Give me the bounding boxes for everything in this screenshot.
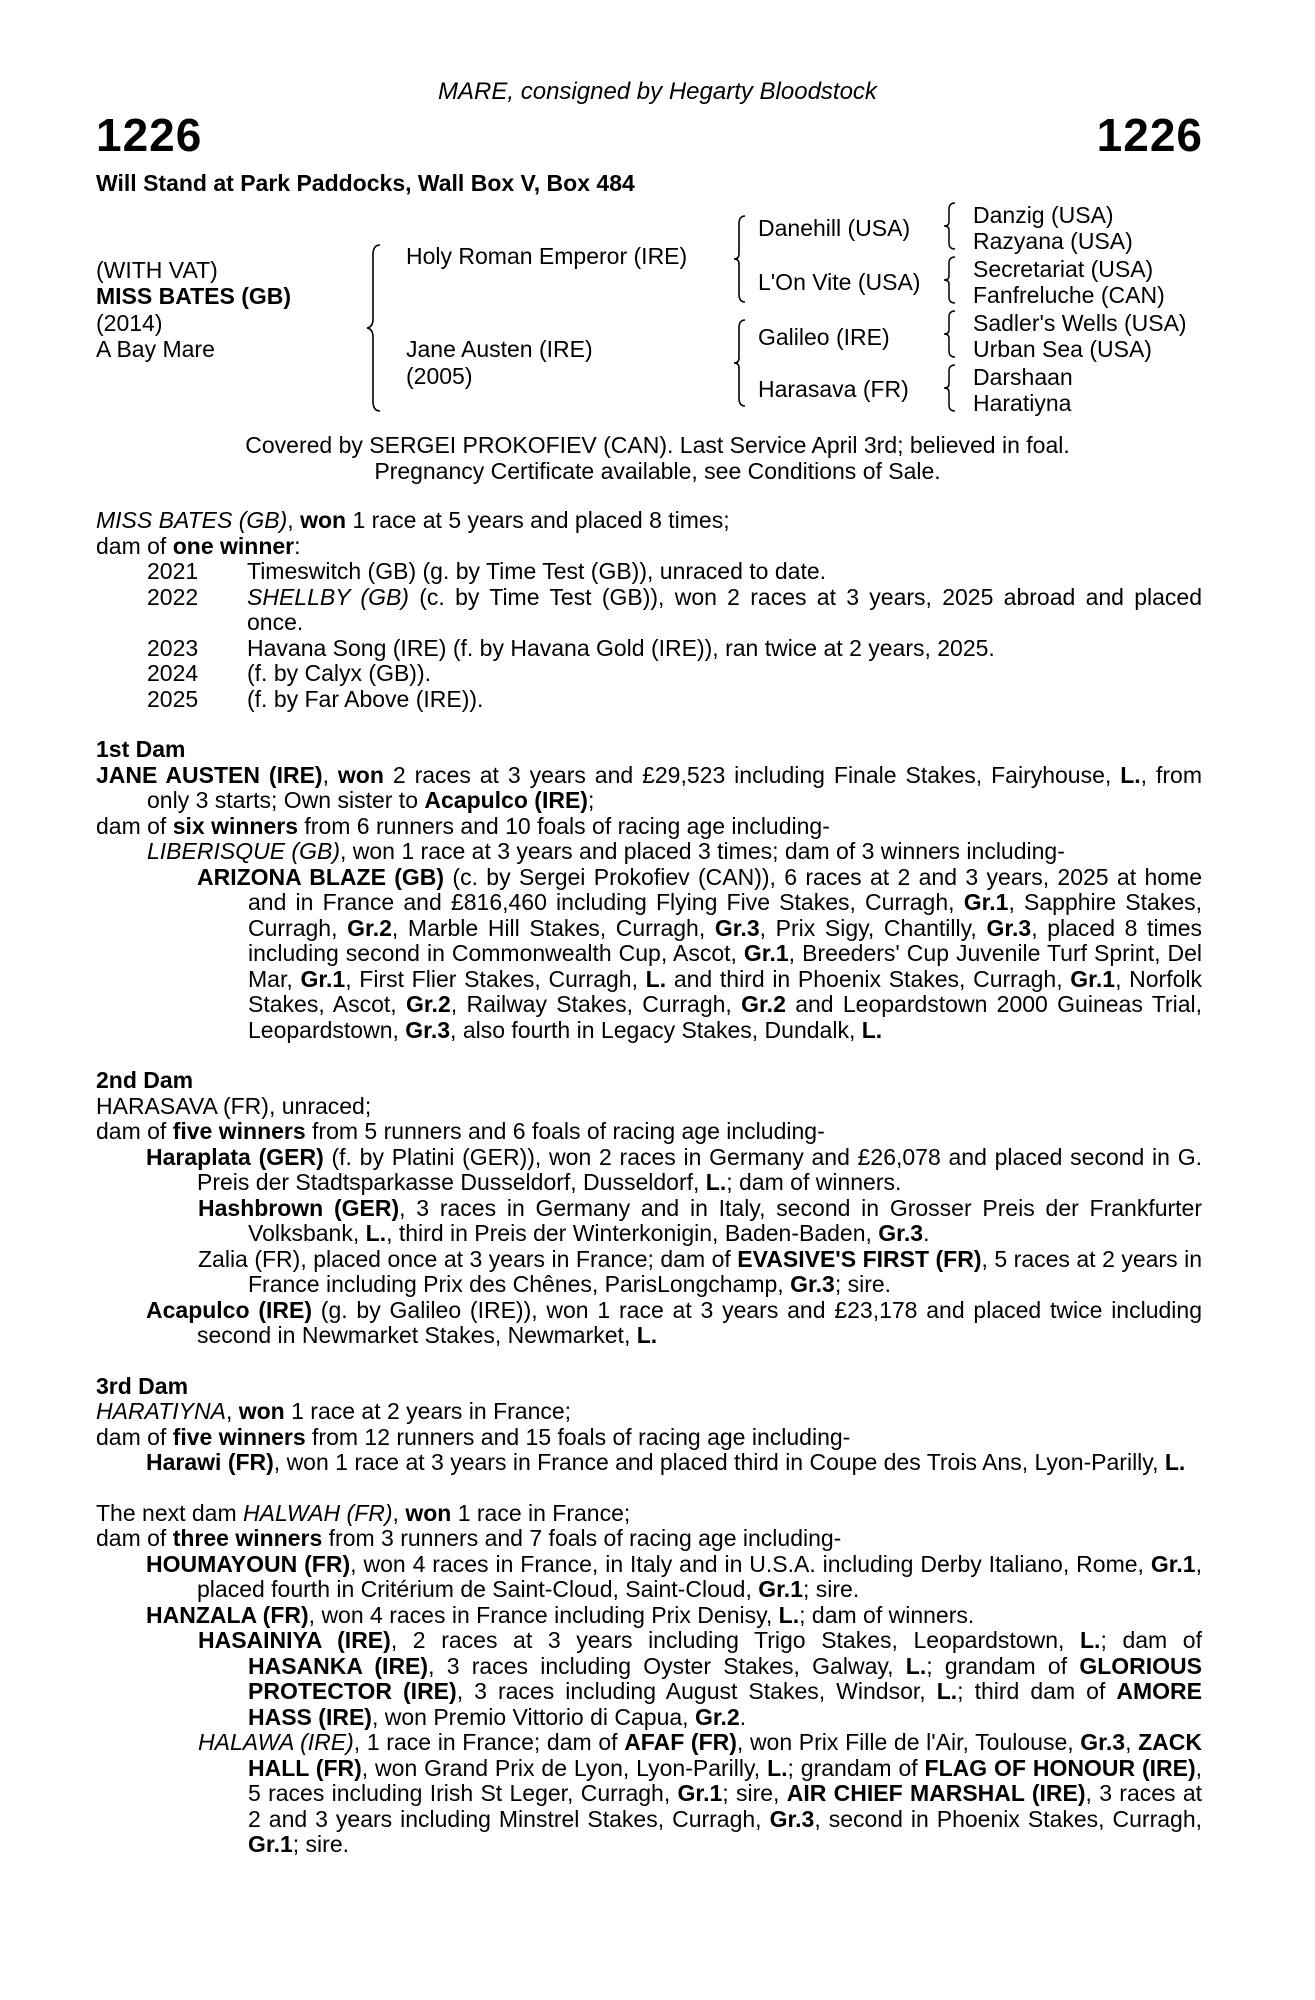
hashbrown-name: Hashbrown (GER) <box>198 1194 400 1221</box>
second-dam-winners-rest: from 5 runners and 6 foals of racing age including- <box>305 1118 825 1144</box>
arizona-text-10: , Railway Stakes, Curragh, <box>450 991 742 1017</box>
zalia-text-2: , 5 races at 2 years in France including Prix des Chênes, ParisLongchamp, <box>248 1245 1202 1297</box>
grade: Gr.3 <box>790 1271 835 1297</box>
hanzala-text-1: , won 4 races in France including Prix Denisy, <box>308 1601 779 1628</box>
pedigree-brace-main <box>366 243 386 413</box>
horse-name: MISS BATES (GB) <box>96 283 292 309</box>
arizona-blaze-entry <box>96 865 1202 1044</box>
grade: Gr.3 <box>1080 1729 1126 1755</box>
zalia-text-3: ; sire. <box>834 1271 892 1297</box>
acapulco-text: (g. by Galileo (IRE)), won 1 race at 3 years and £23,178 and placed twice including second in Newmarket Stakes, Newmarket, <box>197 1296 1202 1348</box>
produce-dam-of <box>96 534 1202 560</box>
grade: Gr.1 <box>677 1780 723 1806</box>
third-dam-produce <box>96 1425 1202 1451</box>
pedigree-brace-g4 <box>943 363 959 413</box>
flag-of-honour-name: FLAG OF HONOUR (IRE) <box>924 1754 1196 1781</box>
hanzala-entry <box>96 1603 1202 1629</box>
listed: L. <box>645 965 667 992</box>
halawa-text-3: , <box>1125 1729 1139 1755</box>
horse-description: A Bay Mare <box>96 336 215 362</box>
lot-number-right: 1226 <box>1096 109 1203 161</box>
harawi-name: Harawi (FR) <box>146 1449 274 1475</box>
harawi-entry <box>96 1450 1202 1476</box>
arizona-text-7: , First Flier Stakes, Curragh, <box>345 965 646 992</box>
harawi-text: , won 1 race at 3 years in France and placed third in Coupe des Trois Ans, Lyon-Parilly, <box>273 1449 1165 1475</box>
arizona-text-3: , Marble Hill Stakes, Curragh, <box>391 914 715 941</box>
grade: Gr.3 <box>714 914 760 941</box>
pedigree-brace-sire <box>733 214 751 304</box>
next-dam-text-2: 1 race in France; <box>451 1499 631 1526</box>
hasainiya-text-3: , 3 races including Oyster Stakes, Galway, <box>428 1652 906 1679</box>
pedigree-g1: Danzig (USA) <box>973 202 1114 228</box>
arizona-text-1: (c. by Sergei Prokofiev (CAN)), 6 races at 2 and 3 years, 2025 at home and in France and £816,460 including Flying Five Stakes, Curragh, <box>248 863 1202 915</box>
hasainiya-text-1: , 2 races at 3 years including Trigo Stakes, Leopardstown, <box>390 1627 1080 1653</box>
produce-horse-name: MISS BATES (GB) <box>96 507 288 533</box>
halawa-name: HALAWA (IRE) <box>198 1729 354 1755</box>
hanzala-text-2: ; dam of winners. <box>799 1601 975 1628</box>
covering-line-1: Covered by SERGEI PROKOFIEV (CAN). Last Service April 3rd; believed in foal. <box>245 432 1070 458</box>
second-dam-winners: five winners <box>172 1118 306 1144</box>
liberisque-text: , won 1 race at 3 years and placed 3 times; dam of 3 winners including- <box>339 838 1065 864</box>
third-dam-winners: five winners <box>172 1423 306 1450</box>
afaf-name: AFAF (FR) <box>624 1729 737 1755</box>
halawa-text-2: , won Prix Fille de l'Air, Toulouse, <box>736 1729 1081 1755</box>
halawa-text-6: , 5 races including Irish St Leger, Curragh, <box>248 1754 1202 1806</box>
foal-year: 2024 <box>147 660 199 686</box>
pedigree-sire: Holy Roman Emperor (IRE) <box>406 243 688 269</box>
foal-details: (f. by Calyx (GB)). <box>247 660 432 686</box>
pedigree-g3: Secretariat (USA) <box>973 256 1154 282</box>
grade: Gr.1 <box>248 1831 293 1857</box>
produce-won: won <box>300 507 347 533</box>
halawa-text-7: ; sire, <box>722 1780 787 1806</box>
grade: Gr.3 <box>986 914 1032 941</box>
stand-location: Will Stand at Park Paddocks, Wall Box V, Box 484 <box>96 170 635 196</box>
hasainiya-text-2: ; dam of <box>1100 1627 1202 1653</box>
first-dam-record-b: , from only 3 starts; Own sister to <box>147 761 1202 813</box>
produce-summary: MISS BATES (GB), won 1 race at 5 years and placed 8 times; <box>96 507 730 533</box>
foal-details: Timeswitch (GB) (g. by Time Test (GB)), unraced to date. <box>247 558 827 584</box>
second-dam-heading: 2nd Dam <box>96 1067 194 1093</box>
next-dam-won: won <box>405 1499 452 1526</box>
pedigree-brace-g3 <box>943 309 959 359</box>
grade: Gr.1 <box>743 940 789 966</box>
produce-race-record: 1 race at 5 years and placed 8 times; <box>352 507 730 533</box>
evasives-first-name: EVASIVE'S FIRST (FR) <box>737 1245 982 1272</box>
houmayoun-text-1: , won 4 races in France, in Italy and in U.S.A. including Derby Italiano, Rome, <box>350 1550 1151 1577</box>
first-dam-winners: six winners <box>172 812 298 839</box>
amore-hass-name: AMORE HASS (IRE) <box>248 1678 1202 1730</box>
glorious-protector-name: GLORIOUS PROTECTOR (IRE) <box>248 1652 1202 1704</box>
grade: Gr.1 <box>963 889 1009 915</box>
grade: Gr.1 <box>758 1576 803 1602</box>
halawa-text-5: ; grandam of <box>787 1754 925 1781</box>
listed: L. <box>767 1754 788 1781</box>
grade: Gr.1 <box>300 965 346 992</box>
foal-text: (c. by Time Test (GB)), won 2 races at 3 years, 2025 abroad and placed once. <box>247 583 1202 635</box>
haraplata-text-2: ; dam of winners. <box>726 1169 902 1195</box>
listed: L. <box>1080 1627 1101 1653</box>
houmayoun-text-2: , placed fourth in Critérium de Saint-Cloud, Saint-Cloud, <box>197 1550 1202 1602</box>
haraplata-name: Haraplata (GER) <box>146 1143 324 1170</box>
arizona-blaze-name: ARIZONA BLAZE (GB) <box>197 863 445 890</box>
third-dam-won: won <box>238 1398 285 1424</box>
next-dam-text-1: The next dam <box>96 1499 244 1526</box>
next-dam-winners-rest: from 3 runners and 7 foals of racing age including- <box>322 1525 842 1551</box>
foal-row <box>96 661 1202 687</box>
acapulco-entry <box>96 1298 1202 1349</box>
pedigree-sire-dam: L'On Vite (USA) <box>758 269 921 295</box>
next-dam-name: HALWAH (FR) <box>243 1499 393 1526</box>
hashbrown-text-3: . <box>923 1220 930 1246</box>
halawa-text-4: , won Grand Prix de Lyon, Lyon-Parilly, <box>361 1754 768 1781</box>
produce-colon: : <box>294 532 301 559</box>
foal-year: 2022 <box>147 583 199 610</box>
pedigree-dam-year: (2005) <box>406 363 473 389</box>
halawa-text-1: , 1 race in France; dam of <box>353 1729 625 1755</box>
third-dam-heading: 3rd Dam <box>96 1372 189 1399</box>
first-dam-summary: JANE AUSTEN (IRE), won 2 races at 3 years and £29,523 including Finale Stakes, Fairyhouse, L., from only 3 starts; Own sister to Acapulco (IRE); <box>96 761 1202 813</box>
hasainiya-text-6: ; third dam of <box>957 1678 1117 1704</box>
first-dam-dam-of: dam of <box>96 812 173 839</box>
hashbrown-text-1: , 3 races in Germany and in Italy, second in Grosser Preis der Frankfurter Volksbank, <box>248 1194 1202 1246</box>
third-dam-dam-of: dam of <box>96 1423 173 1450</box>
next-dam-produce <box>96 1526 1202 1552</box>
produce-dam-of-label: dam of <box>96 532 167 559</box>
third-dam-record: 1 race at 2 years in France; <box>284 1398 572 1424</box>
zalia-text-1: Zalia (FR), placed once at 3 years in France; dam of <box>198 1245 738 1272</box>
hasainiya-entry <box>96 1628 1202 1730</box>
grade: Gr.3 <box>769 1805 815 1832</box>
third-dam-name: HARATIYNA <box>96 1398 226 1424</box>
next-dam-winners: three winners <box>172 1525 323 1551</box>
first-dam-name: JANE AUSTEN (IRE) <box>96 761 323 788</box>
pedigree-brace-g2 <box>943 255 959 305</box>
horse-year: (2014) <box>96 310 163 336</box>
pedigree-dam-sire: Galileo (IRE) <box>758 324 890 350</box>
third-dam-winners-rest: from 12 runners and 15 foals of racing age including- <box>305 1423 851 1450</box>
next-dam-dam-of: dam of <box>96 1525 173 1551</box>
arizona-text-5: , placed 8 times including second in Commonwealth Cup, Ascot, <box>248 914 1203 966</box>
listed: L. <box>905 1652 927 1679</box>
halawa-entry <box>96 1730 1202 1858</box>
foal-row <box>96 585 1202 636</box>
foal-row <box>96 636 1202 662</box>
second-dam-produce <box>96 1119 1202 1145</box>
liberisque-name: LIBERISQUE (GB) <box>147 838 340 864</box>
hashbrown-entry <box>96 1196 1202 1247</box>
grade: Gr.2 <box>405 991 451 1017</box>
hasanka-name: HASANKA (IRE) <box>248 1652 429 1679</box>
arizona-text-8: and third in Phoenix Stakes, Curragh, <box>666 965 1071 992</box>
arizona-text-2: , Sapphire Stakes, Curragh, <box>248 889 1202 941</box>
halawa-text-10: ; sire. <box>292 1831 349 1857</box>
pedigree-g4: Fanfreluche (CAN) <box>973 282 1165 308</box>
listed: L. <box>861 1016 883 1043</box>
foal-details <box>247 585 1202 636</box>
pedigree-dam: Jane Austen (IRE) <box>406 336 593 362</box>
hasainiya-text-8: . <box>739 1703 747 1730</box>
pedigree-g2: Razyana (USA) <box>973 228 1133 254</box>
arizona-text-11: and Leopardstown 2000 Guineas Trial, Leopardstown, <box>248 991 1202 1043</box>
second-dam-dam-of: dam of <box>96 1118 173 1144</box>
first-dam-sister: Acapulco (IRE) <box>424 787 588 813</box>
haraplata-entry <box>96 1145 1202 1196</box>
air-chief-marshal-name: AIR CHIEF MARSHAL (IRE) <box>786 1780 1086 1806</box>
hasainiya-text-4: ; grandam of <box>926 1652 1080 1679</box>
pedigree-dam-dam: Harasava (FR) <box>758 376 909 402</box>
grade: Gr.1 <box>1070 965 1116 992</box>
next-dam-summary: The next dam HALWAH (FR), won 1 race in France; <box>96 1499 631 1526</box>
pedigree-g8: Haratiyna <box>973 390 1072 416</box>
listed: L. <box>1164 1449 1186 1475</box>
foal-row <box>96 687 1202 713</box>
produce-winners: one winner <box>172 532 295 559</box>
hanzala-name: HANZALA (FR) <box>146 1601 309 1628</box>
listed: L. <box>778 1601 800 1628</box>
hasainiya-text-5: , 3 races including August Stakes, Windsor, <box>456 1678 937 1704</box>
liberisque-entry <box>96 839 1202 865</box>
second-dam-summary: HARASAVA (FR), unraced; <box>96 1092 372 1119</box>
lot-number-left: 1226 <box>96 109 203 161</box>
arizona-text-12: , also fourth in Legacy Stakes, Dundalk, <box>450 1016 862 1043</box>
halawa-text-8: , 3 races at 2 and 3 years including Minstrel Stakes, Curragh, <box>248 1780 1203 1832</box>
pedigree-brace-g1 <box>943 201 959 251</box>
pedigree-g6: Urban Sea (USA) <box>973 336 1152 362</box>
hasainiya-name: HASAINIYA (IRE) <box>198 1627 391 1653</box>
grade: Gr.3 <box>405 1016 451 1043</box>
listed: L. <box>705 1169 727 1195</box>
arizona-text-9: , Norfolk Stakes, Ascot, <box>248 965 1202 1017</box>
pedigree-g7: Darshaan <box>973 364 1073 390</box>
third-dam-summary: HARATIYNA, won 1 race at 2 years in France; <box>96 1398 572 1424</box>
haraplata-text-1: (f. by Platini (GER)), won 2 races in Germany and £26,078 and placed second in G. Preis der Stadtsparkasse Dusseldorf, Dusseldorf, <box>197 1143 1202 1195</box>
covering-line-2: Pregnancy Certificate available, see Conditions of Sale. <box>374 458 941 484</box>
vat-label: (WITH VAT) <box>96 257 218 283</box>
grade: Gr.2 <box>741 991 786 1017</box>
houmayoun-name: HOUMAYOUN (FR) <box>146 1550 351 1577</box>
foal-year: 2023 <box>147 634 199 661</box>
first-dam-heading: 1st Dam <box>96 736 186 762</box>
first-dam-produce <box>96 814 1202 840</box>
foal-details: Havana Song (IRE) (f. by Havana Gold (IRE)), ran twice at 2 years, 2025. <box>247 634 995 661</box>
arizona-text-4: , Prix Sigy, Chantilly, <box>759 914 987 941</box>
listed: L. <box>636 1322 658 1348</box>
grade: Gr.2 <box>347 914 392 941</box>
grade: Gr.3 <box>878 1220 924 1246</box>
first-dam-won: won <box>337 761 384 788</box>
hashbrown-text-2: , third in Preis der Winterkonigin, Baden-Baden, <box>386 1220 879 1246</box>
halawa-text-9: , second in Phoenix Stakes, Curragh, <box>814 1805 1203 1832</box>
grade: Gr.1 <box>1150 1550 1196 1577</box>
pedigree-sire-sire: Danehill (USA) <box>758 215 911 241</box>
first-dam-listed: L. <box>1120 761 1141 788</box>
pedigree-g5: Sadler's Wells (USA) <box>973 310 1187 336</box>
foal-year: 2025 <box>147 685 199 712</box>
foal-name: SHELLBY (GB) <box>247 583 409 610</box>
foal-row <box>96 559 1202 585</box>
foal-details: (f. by Far Above (IRE)). <box>247 685 484 712</box>
hasainiya-text-7: , won Premio Vittorio di Capua, <box>371 1703 695 1730</box>
listed: L. <box>365 1220 387 1246</box>
grade: Gr.2 <box>694 1703 740 1730</box>
foal-year: 2021 <box>147 558 199 584</box>
first-dam-record: 2 races at 3 years and £29,523 including Finale Stakes, Fairyhouse, <box>383 761 1121 788</box>
zack-hall-name: ZACK HALL (FR) <box>248 1729 1203 1781</box>
acapulco-name: Acapulco (IRE) <box>146 1296 312 1323</box>
first-dam-winners-rest: from 6 runners and 10 foals of racing age including- <box>298 812 830 839</box>
consignment-line: MARE, consigned by Hegarty Bloodstock <box>438 78 877 105</box>
covering-info <box>0 432 1315 484</box>
houmayoun-text-3: ; sire. <box>803 1576 860 1602</box>
produce-record <box>96 508 1202 1858</box>
first-dam-record-c: ; <box>587 787 595 813</box>
listed: L. <box>936 1678 958 1704</box>
houmayoun-entry <box>96 1552 1202 1603</box>
pedigree-brace-dam <box>733 318 751 408</box>
arizona-text-6: , Breeders' Cup Juvenile Turf Sprint, Del Mar, <box>248 940 1202 992</box>
zalia-entry <box>96 1247 1202 1298</box>
